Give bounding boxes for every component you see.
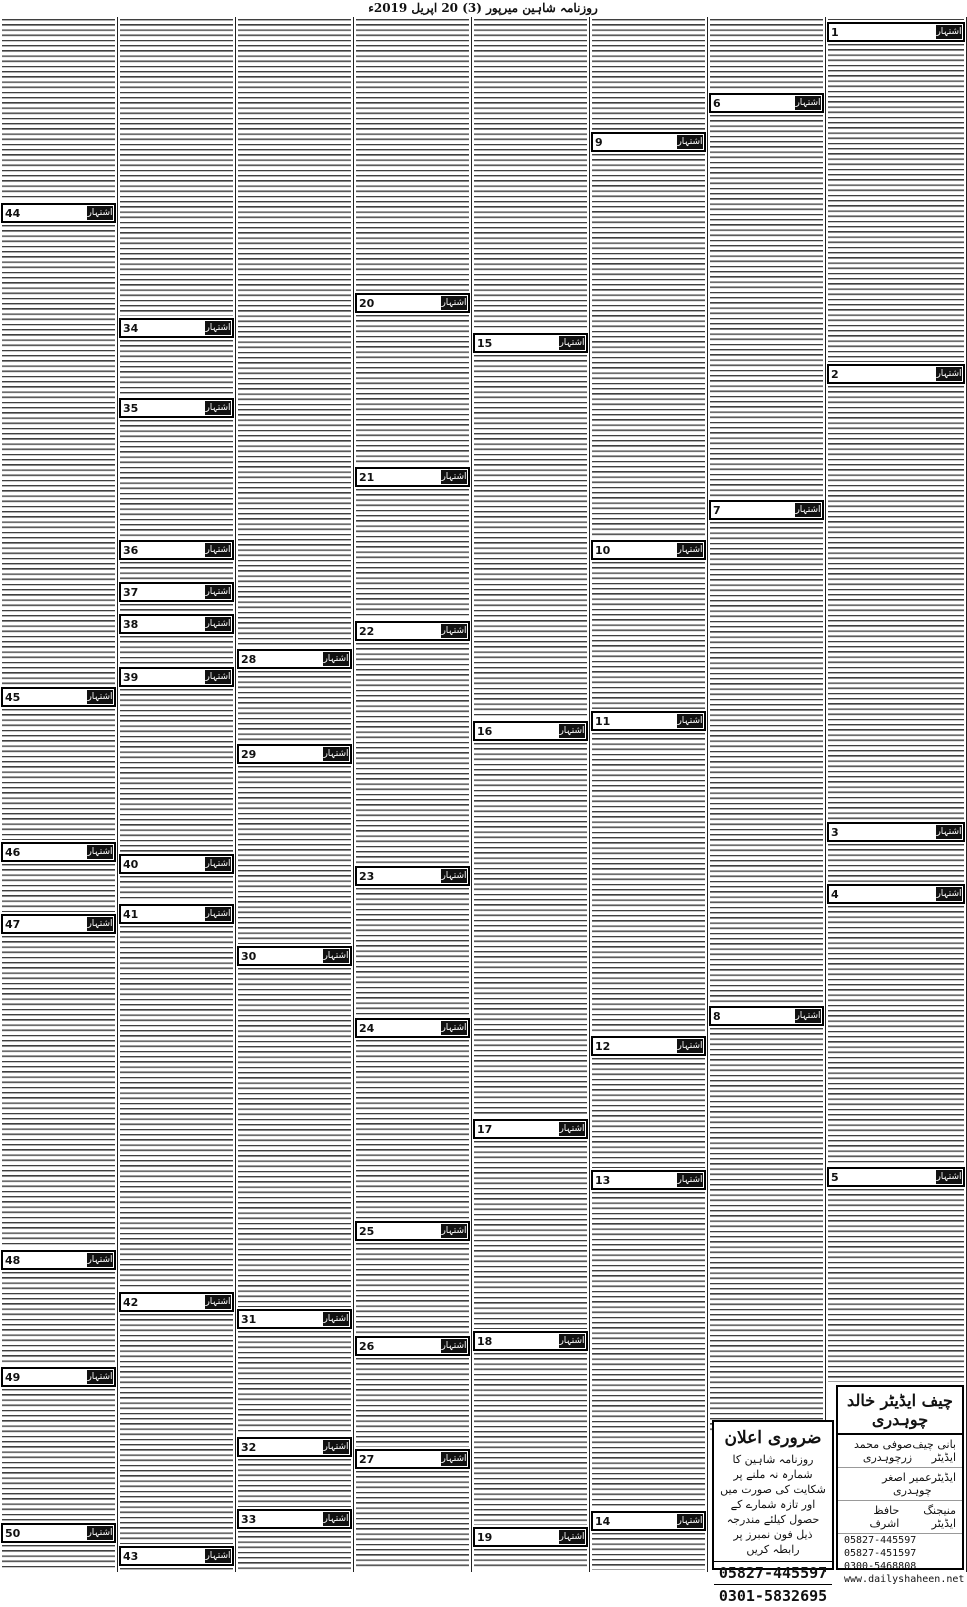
article-text [474, 1141, 587, 1329]
notice-header [473, 1331, 588, 1351]
article-text [356, 888, 469, 1016]
notice-number: 24 [359, 1022, 375, 1035]
article-text [474, 1353, 587, 1525]
column [236, 17, 354, 1572]
notice-header [1, 1250, 116, 1270]
notice-label: اشتہار [795, 98, 821, 108]
notice-number: 27 [359, 1453, 375, 1466]
notice-header [355, 1336, 470, 1356]
website-link[interactable]: www.dailyshaheen.net [844, 1574, 965, 1585]
article-text [474, 743, 587, 1117]
notice-label: اشتہار [677, 137, 703, 147]
notice-number: 22 [359, 625, 375, 638]
article-text [828, 844, 964, 882]
notice-number: 42 [123, 1296, 139, 1309]
article-text [356, 1471, 469, 1570]
notice-header [591, 711, 706, 731]
notice-number: 43 [123, 1550, 139, 1563]
notice-label: اشتہار [323, 951, 349, 961]
notice-label: اشتہار [936, 889, 962, 899]
notice-header [827, 822, 965, 842]
article-text [238, 968, 351, 1307]
notice-number: 29 [241, 748, 257, 761]
announcement-box [712, 1420, 834, 1605]
notice-label: اشتہار [441, 472, 467, 482]
column [0, 17, 118, 1572]
notice-label: اشتہار [559, 726, 585, 736]
notice-label: اشتہار [795, 1011, 821, 1021]
notice-number: 45 [5, 691, 21, 704]
article-text [2, 864, 115, 912]
editorial-name: حافظ اشرف [869, 1504, 900, 1530]
editorial-role: ایڈیٹر [931, 1471, 956, 1484]
notice-header [827, 884, 965, 904]
notice-number: 23 [359, 870, 375, 883]
notice-header [709, 500, 824, 520]
notice-header [827, 22, 965, 42]
notice-label: اشتہار [205, 545, 231, 555]
notice-header [119, 904, 234, 924]
notice-label: اشتہار [205, 672, 231, 682]
notice-label: اشتہار [559, 1532, 585, 1542]
chief-editor-label: چیف ایڈیٹر [880, 1391, 953, 1410]
notice-number: 6 [713, 97, 721, 110]
article-text [710, 522, 823, 1004]
article-text [828, 19, 964, 20]
notice-header [473, 721, 588, 741]
notice-label: اشتہار [441, 1454, 467, 1464]
notice-header [119, 318, 234, 338]
notice-number: 48 [5, 1254, 21, 1267]
notice-number: 40 [123, 858, 139, 871]
notice-header [119, 854, 234, 874]
notice-number: 16 [477, 725, 493, 738]
editorial-row [838, 1468, 962, 1501]
announcement-title: ضروری اعلان [724, 1428, 822, 1448]
notice-number: 37 [123, 586, 139, 599]
article-text [2, 1545, 115, 1570]
notice-label: اشتہار [87, 1255, 113, 1265]
notice-header [119, 398, 234, 418]
notice-number: 15 [477, 337, 493, 350]
notice-header [237, 744, 352, 764]
notice-label: اشتہار [205, 1551, 231, 1561]
notice-header [591, 132, 706, 152]
editorial-role: منیجنگ ایڈیٹر [923, 1504, 956, 1530]
notice-number: 21 [359, 471, 375, 484]
article-text [710, 19, 823, 91]
article-text [238, 19, 351, 647]
article-text [828, 44, 964, 362]
notice-number: 26 [359, 1340, 375, 1353]
article-text [238, 766, 351, 944]
column [708, 17, 826, 1572]
notice-header [1, 1523, 116, 1543]
notice-label: اشتہار [677, 716, 703, 726]
notice-number: 7 [713, 504, 721, 517]
notice-label: اشتہار [323, 1314, 349, 1324]
editorial-phone: 05827-445597 [844, 1535, 917, 1546]
editorial-row [838, 1435, 962, 1468]
article-text [120, 876, 233, 902]
notice-label: اشتہار [87, 919, 113, 929]
notice-label: اشتہار [677, 1041, 703, 1051]
notice-label: اشتہار [205, 909, 231, 919]
notice-label: اشتہار [323, 654, 349, 664]
notice-header [355, 1221, 470, 1241]
notice-label: اشتہار [677, 1175, 703, 1185]
notice-header [473, 1119, 588, 1139]
notice-number: 44 [5, 207, 21, 220]
notice-header [237, 1309, 352, 1329]
notice-header [591, 1511, 706, 1531]
notice-header [355, 1018, 470, 1038]
article-text [474, 355, 587, 719]
announcement-body: روزنامہ شاہین کا شمارہ نہ ملنے پر شکایت کی صورت میں اور تازہ شمارے کے حصول کیلئے مندرجہ ذیل فون نمبرز پر رابطہ کریں [720, 1453, 826, 1556]
notice-number: 19 [477, 1531, 493, 1544]
article-text [592, 562, 705, 709]
notice-label: اشتہار [323, 1442, 349, 1452]
notice-label: اشتہار [87, 1372, 113, 1382]
notice-label: اشتہار [936, 827, 962, 837]
notice-header [355, 467, 470, 487]
article-text [592, 1058, 705, 1168]
article-text [2, 936, 115, 1248]
article-text [828, 386, 964, 820]
notice-header [119, 540, 234, 560]
notice-label: اشتہار [87, 208, 113, 218]
notice-number: 13 [595, 1174, 611, 1187]
notice-header [355, 866, 470, 886]
notice-number: 31 [241, 1313, 257, 1326]
notice-header [827, 1167, 965, 1187]
notice-header [237, 1509, 352, 1529]
editorial-row [838, 1501, 962, 1534]
notice-number: 38 [123, 618, 139, 631]
notice-label: اشتہار [205, 859, 231, 869]
notice-number: 18 [477, 1335, 493, 1348]
article-text [120, 1314, 233, 1544]
editorial-role: بانی چیف ایڈیٹر [912, 1438, 956, 1464]
notice-header [237, 1437, 352, 1457]
article-text [120, 340, 233, 396]
notice-header [473, 333, 588, 353]
notice-number: 2 [831, 368, 839, 381]
article-text [238, 671, 351, 742]
article-text [2, 709, 115, 840]
article-text [2, 19, 115, 201]
notice-number: 4 [831, 888, 839, 901]
notice-number: 25 [359, 1225, 375, 1238]
notice-label: اشتہار [323, 1514, 349, 1524]
notice-label: اشتہار [205, 619, 231, 629]
article-text [120, 604, 233, 612]
article-text [120, 1568, 233, 1570]
notice-header [1, 203, 116, 223]
notice-header [591, 540, 706, 560]
article-text [2, 225, 115, 685]
announcement-phone: 0301-5832695 [714, 1584, 832, 1607]
article-text [592, 1533, 705, 1570]
notice-header [709, 1006, 824, 1026]
notice-number: 3 [831, 826, 839, 839]
notice-number: 35 [123, 402, 139, 415]
notice-number: 1 [831, 26, 839, 39]
notice-number: 10 [595, 544, 611, 557]
article-text [474, 19, 587, 331]
editorial-phone: 0300-5468808 [844, 1561, 917, 1572]
article-text [120, 926, 233, 1290]
column [118, 17, 236, 1572]
notice-number: 39 [123, 671, 139, 684]
notice-label: اشتہار [441, 1226, 467, 1236]
notice-number: 11 [595, 715, 611, 728]
notice-header [237, 946, 352, 966]
notice-label: اشتہار [441, 1341, 467, 1351]
article-text [356, 315, 469, 465]
masthead: روزنامہ شاہین میرپور (3) 20 اپریل 2019ء [368, 1, 598, 15]
article-text [592, 19, 705, 130]
notice-header [237, 649, 352, 669]
notice-label: اشتہار [795, 505, 821, 515]
notice-label: اشتہار [936, 1172, 962, 1182]
notice-header [119, 1292, 234, 1312]
notice-label: اشتہار [441, 626, 467, 636]
editorial-phone: 05827-451597 [844, 1548, 917, 1559]
notice-label: اشتہار [87, 847, 113, 857]
notice-label: اشتہار [677, 1516, 703, 1526]
article-text [238, 1531, 351, 1570]
article-text [356, 19, 469, 291]
notice-header [1, 1367, 116, 1387]
notice-header [119, 667, 234, 687]
notice-header [119, 1546, 234, 1566]
notice-label: اشتہار [87, 692, 113, 702]
article-text [710, 1028, 823, 1433]
notice-label: اشتہار [87, 1528, 113, 1538]
notice-label: اشتہار [205, 403, 231, 413]
notice-label: اشتہار [441, 298, 467, 308]
notice-label: اشتہار [559, 1336, 585, 1346]
notice-number: 32 [241, 1441, 257, 1454]
notice-header [827, 364, 965, 384]
notice-header [473, 1527, 588, 1547]
notice-label: اشتہار [441, 1023, 467, 1033]
notice-header [1, 842, 116, 862]
editorial-name: عمیر اصغر چوہدری [882, 1471, 932, 1497]
notice-number: 28 [241, 653, 257, 666]
article-text [120, 636, 233, 665]
notice-header [355, 293, 470, 313]
notice-label: اشتہار [559, 338, 585, 348]
notice-header [355, 621, 470, 641]
article-text [238, 1459, 351, 1507]
article-text [828, 906, 964, 1165]
notice-header [591, 1170, 706, 1190]
article-text [356, 489, 469, 619]
article-text [120, 420, 233, 538]
article-text [238, 1331, 351, 1435]
notice-number: 47 [5, 918, 21, 931]
column [590, 17, 708, 1572]
notice-header [355, 1449, 470, 1469]
notice-number: 41 [123, 908, 139, 921]
notice-number: 50 [5, 1527, 21, 1540]
notice-number: 46 [5, 846, 21, 859]
article-text [2, 1389, 115, 1521]
editorial-name: صوفی محمد زرچوہدری [854, 1438, 913, 1464]
notice-label: اشتہار [559, 1124, 585, 1134]
article-text [356, 1358, 469, 1447]
notice-number: 33 [241, 1513, 257, 1526]
notice-label: اشتہار [677, 545, 703, 555]
notice-number: 5 [831, 1171, 839, 1184]
notice-label: اشتہار [441, 871, 467, 881]
column [472, 17, 590, 1572]
notice-number: 17 [477, 1123, 493, 1136]
column [826, 17, 967, 1572]
article-text [592, 1192, 705, 1509]
editorial-box [836, 1385, 965, 1585]
notice-number: 12 [595, 1040, 611, 1053]
article-text [120, 689, 233, 852]
article-text [592, 154, 705, 538]
article-text [710, 115, 823, 498]
notice-header [1, 687, 116, 707]
article-text [2, 1272, 115, 1365]
notice-number: 49 [5, 1371, 21, 1384]
notice-label: اشتہار [205, 1297, 231, 1307]
notice-label: اشتہار [936, 369, 962, 379]
notice-header [1, 914, 116, 934]
article-text [120, 19, 233, 316]
article-text [592, 733, 705, 1034]
notice-label: اشتہار [936, 27, 962, 37]
notice-number: 36 [123, 544, 139, 557]
chief-editor [838, 1387, 962, 1435]
article-text [356, 1243, 469, 1334]
notice-number: 9 [595, 136, 603, 149]
notice-header [591, 1036, 706, 1056]
notice-number: 20 [359, 297, 375, 310]
notice-number: 8 [713, 1010, 721, 1023]
notice-label: اشتہار [323, 749, 349, 759]
article-text [828, 1189, 964, 1382]
article-text [120, 562, 233, 580]
column [354, 17, 472, 1572]
notice-header [709, 93, 824, 113]
article-text [356, 643, 469, 864]
notice-header [119, 614, 234, 634]
notice-label: اشتہار [205, 587, 231, 597]
notice-number: 14 [595, 1515, 611, 1528]
notice-label: اشتہار [205, 323, 231, 333]
announcement-phone: 05827-445597 [714, 1561, 832, 1584]
chief-editor-name: خالد چوہدری [847, 1391, 929, 1429]
notice-number: 34 [123, 322, 139, 335]
article-text [356, 1040, 469, 1219]
notice-number: 30 [241, 950, 257, 963]
article-text [474, 1549, 587, 1570]
notice-header [119, 582, 234, 602]
